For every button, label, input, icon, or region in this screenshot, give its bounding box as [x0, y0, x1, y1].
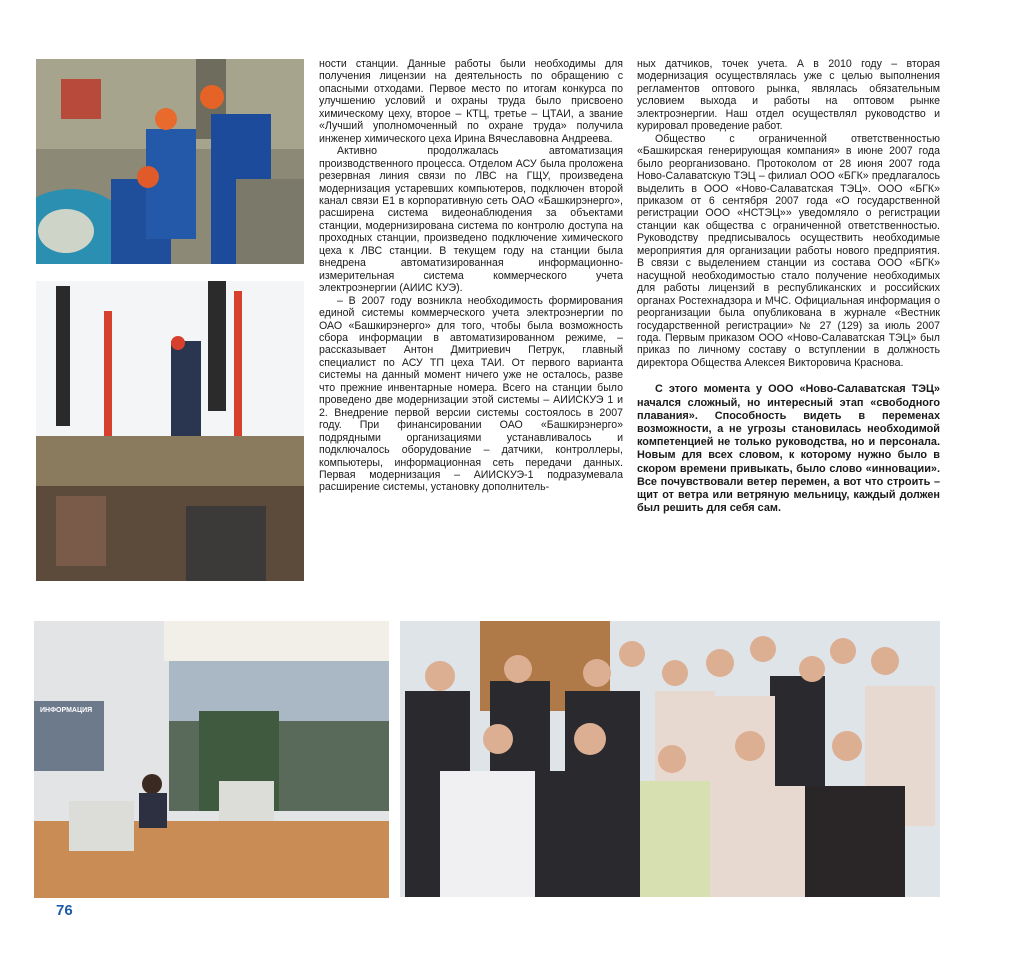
office-sign: ИНФОРМАЦИЯ: [40, 707, 93, 714]
page-number: 76: [56, 902, 73, 919]
paragraph: Общество с ограниченной ответственностью «Башкирская генерирующая компания» в июне 2007 года было реорганизовано. Протоколом от 28 июня 2007 года Ново-Салаватскую ТЭЦ – филиал ООО «БГК» предлагалось выделить в ООО «Ново-Салаватская ТЭЦ». ООО «БГК» приказом от 6 сентября 2007 года «О государственной регистрации ООО «НСТЭЦ»» уведомляло о регистрации станции как общества с ограниченной ответственностью. Руководству предписывалось осуществить необходимые мероприятия для организации работы нового предприятия. В связи с выделением станции из состава ООО «БГК» насущной необходимостью стало получение необходимых для работы лицензий в республиканских и российских органах Ростехнадзора и МЧС. Официальная информация о реорганизации была опубликована в журнале «Вестник государственной регистрации» № 27 (129) за июль 2007 года. Первым приказом ООО «Ново-Салаватская ТЭЦ» был приказ по личному составу о вступлении в должность директора Общества Алексея Викторовича Краснова.: [637, 132, 940, 369]
office-photo: [34, 621, 389, 898]
paragraph: – В 2007 году возникла необходимость формирования единой системы коммерческого учета электроэнергии по ОАО «Башкирэнерго» для того, чтобы была возможность сбора информации в автоматизированном режиме, – рассказывает Антон Дмитриевич Петрук, главный специалист по АСУ ТП цеха ТАИ. От первого варианта системы на данный момент ничего уже не осталось, разве что прежние инвентарные номера. Всего на станции было проведено две модернизации этой системы – АИИСКУЭ 1 и 2. Внедрение первой версии системы состоялось в 2007 году. При финансировании ОАО «Башкирэнерго» подрядными организациями устанавливалось и подключалось оборудование – датчики, контроллеры, компьютеры, информационная сеть передачи данных. Первая модернизация – АИИСКУЭ-1 подразумевала расширение системы, установку дополнитель-: [319, 294, 623, 494]
workers-photo: [36, 59, 304, 264]
paragraph: Активно продолжалась автоматизация производственного процесса. Отделом АСУ была проложена резервная линия связи по ЛВС на ГЩУ, произведена модернизация устаревших компьютеров, подключен второй канал связи Е1 в корпоративную сеть ОАО «Башкирэнерго», расширена система видеонаблюдения за объектами станции, модернизирована система по контролю доступа на проходных станции, произведено подключение химического цеха к ЛВС станции. В текущем году на станции была внедрена автоматизированная информационно-измерительная система коммерческого учета электроэнергии (АИИС КУЭ).: [319, 145, 623, 295]
bold-paragraph: С этого момента у ООО «Ново-Салаватская ТЭЦ» начался сложный, но интересный этап «свободного плавания». Способность видеть в переменах возможности, а не угрозы становилась необходимой компетенцией не только руководства, но и персонала. Новым для всех словом, к которому нужно было в скором времени привыкать, было слово «инновации». Все почувствовали ветер перемен, а вот что строить – щит от ветра или ветряную мельницу, каждый должен был решить для себя сам.: [637, 383, 940, 515]
paragraph: ных датчиков, точек учета. А в 2010 году – вторая модернизация осуществлялась уже с целью выполнения регламентов оптового рынка, являлась обязательным условием выхода и работы на оптовом рынке электроэнергии. Наш отдел осуществлял руководство и курировал проведение работ.: [637, 58, 940, 133]
text-column-1: [319, 58, 623, 494]
substation-photo: [36, 281, 304, 581]
paragraph: ности станции. Данные работы были необходимы для получения лицензии на деятельность по обращению с опасными отходами. Первое место по итогам конкурса по улучшению условий и охраны труда было присвоено химическому цеху, второе – КТЦ, третье – ЦТАИ, а звание «Лучший уполномоченный по охране труда» получила инженер химического цеха Ирина Вячеславовна Андреева.: [319, 58, 623, 145]
text-column-2: [637, 58, 940, 515]
group-photo: [400, 621, 940, 897]
